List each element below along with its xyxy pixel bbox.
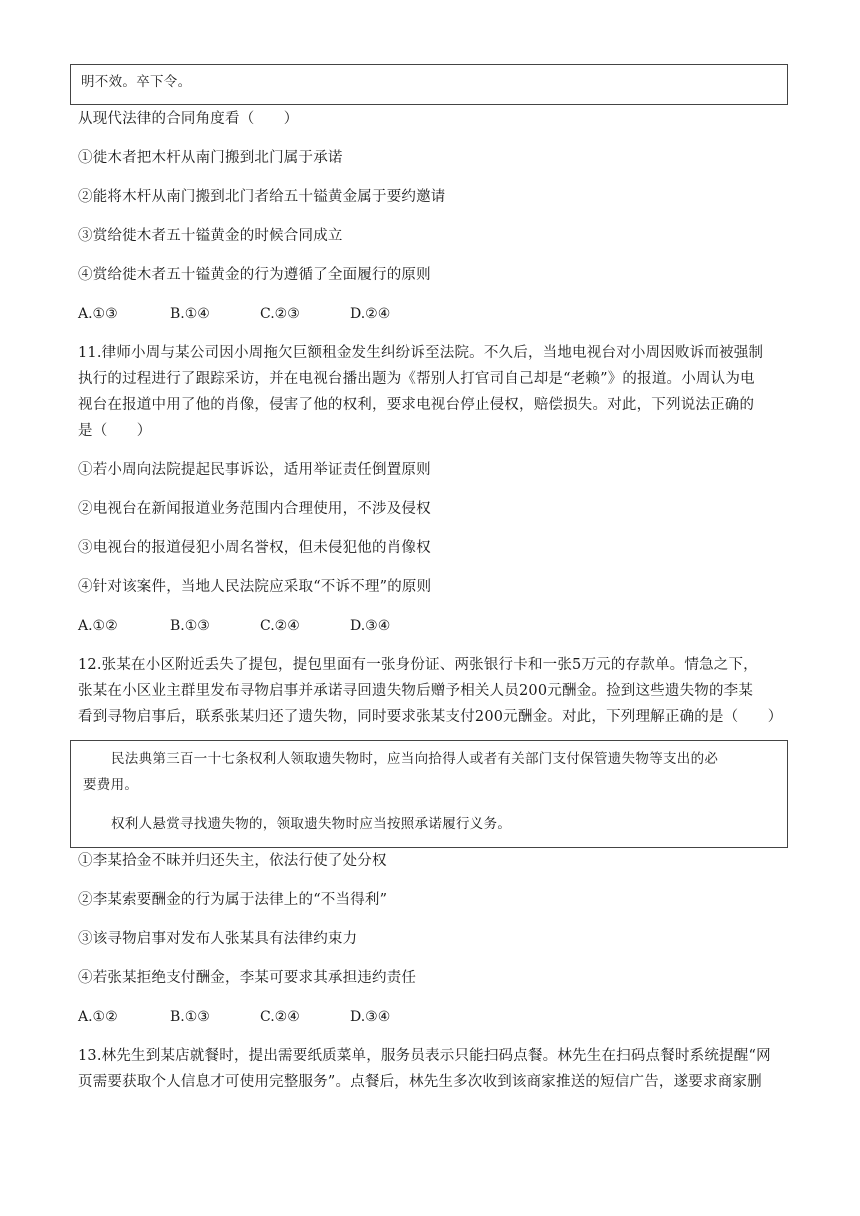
q13-stem-line-1: 13.林先生到某店就餐时，提出需要纸质菜单，服务员表示只能扫码点餐。林先生在扫码点餐时系统提醒“网 xyxy=(78,1048,771,1064)
material-box-1 xyxy=(70,64,788,105)
q10-stem: 从现代法律的合同角度看（ ） xyxy=(78,111,299,127)
q11-stem-line-3: 视台在报道中用了他的肖像，侵害了他的权利，要求电视台停止侵权，赔偿损失。对此，下列说法正确的 xyxy=(78,397,755,413)
q12-item-1: ①李某拾金不昧并归还失主，依法行使了处分权 xyxy=(78,853,387,869)
q11-stem-line-4: 是（ ） xyxy=(78,423,152,439)
q10-option-c: C.②③ xyxy=(260,306,300,322)
q11-option-a: A.①② xyxy=(78,618,118,634)
material-box-2-line-2: 要费用。 xyxy=(83,777,139,793)
q10-item-2: ②能将木杆从南门搬到北门者给五十镒黄金属于要约邀请 xyxy=(78,189,446,205)
q11-item-2: ②电视台在新闻报道业务范围内合理使用，不涉及侵权 xyxy=(78,501,431,517)
q11-option-c: C.②④ xyxy=(260,618,300,634)
q11-option-b: B.①③ xyxy=(170,618,210,634)
q12-option-b: B.①③ xyxy=(170,1009,210,1025)
q11-option-d: D.③④ xyxy=(350,618,391,634)
q12-item-4: ④若张某拒绝支付酬金，李某可要求其承担违约责任 xyxy=(78,970,417,986)
q11-item-3: ③电视台的报道侵犯小周名誉权，但未侵犯他的肖像权 xyxy=(78,540,431,556)
q12-item-3: ③该寻物启事对发布人张某具有法律约束力 xyxy=(78,931,358,947)
q12-option-c: C.②④ xyxy=(260,1009,300,1025)
q10-item-4: ④赏给徙木者五十镒黄金的行为遵循了全面履行的原则 xyxy=(78,267,431,283)
q11-item-1: ①若小周向法院提起民事诉讼，适用举证责任倒置原则 xyxy=(78,462,431,478)
q12-stem-line-3: 看到寻物启事后，联系张某归还了遗失物，同时要求张某支付200元酬金。对此，下列理解正确的是（ ） xyxy=(78,709,783,725)
material-box-2 xyxy=(70,740,788,848)
q11-item-4: ④针对该案件，当地人民法院应采取“不诉不理”的原则 xyxy=(78,579,432,595)
q11-stem-line-1: 11.律师小周与某公司因小周拖欠巨额租金发生纠纷诉至法院。不久后，当地电视台对小周因败诉而被强制 xyxy=(78,345,764,361)
q10-option-a: A.①③ xyxy=(78,306,118,322)
q11-stem-line-2: 执行的过程进行了跟踪采访，并在电视台播出题为《帮别人打官司自己却是“老赖”》的报道。小周认为电 xyxy=(78,371,755,387)
q10-option-d: D.②④ xyxy=(350,306,391,322)
q13-stem-line-2: 页需要获取个人信息才可使用完整服务”。点餐后，林先生多次收到该商家推送的短信广告，遂要求商家删 xyxy=(78,1074,762,1090)
q12-stem-line-1: 12.张某在小区附近丢失了提包，提包里面有一张身份证、两张银行卡和一张5万元的存款单。情急之下， xyxy=(78,657,758,673)
q12-item-2: ②李某索要酬金的行为属于法律上的“不当得利” xyxy=(78,892,388,908)
material-box-1-text: 明不效。卒下令。 xyxy=(81,74,192,90)
material-box-2-line-3: 权利人悬赏寻找遗失物的，领取遗失物时应当按照承诺履行义务。 xyxy=(111,816,512,832)
q10-item-1: ①徙木者把木杆从南门搬到北门属于承诺 xyxy=(78,150,343,166)
q12-stem-line-2: 张某在小区业主群里发布寻物启事并承诺寻回遗失物后赠予相关人员200元酬金。捡到这些遗失物的李某 xyxy=(78,683,754,699)
q12-option-d: D.③④ xyxy=(350,1009,391,1025)
q10-option-b: B.①④ xyxy=(170,306,210,322)
q10-item-3: ③赏给徙木者五十镒黄金的时候合同成立 xyxy=(78,228,343,244)
material-box-2-line-1: 民法典第三百一十七条权利人领取遗失物时，应当向拾得人或者有关部门支付保管遗失物等支出的必 xyxy=(111,751,719,767)
q12-option-a: A.①② xyxy=(78,1009,118,1025)
